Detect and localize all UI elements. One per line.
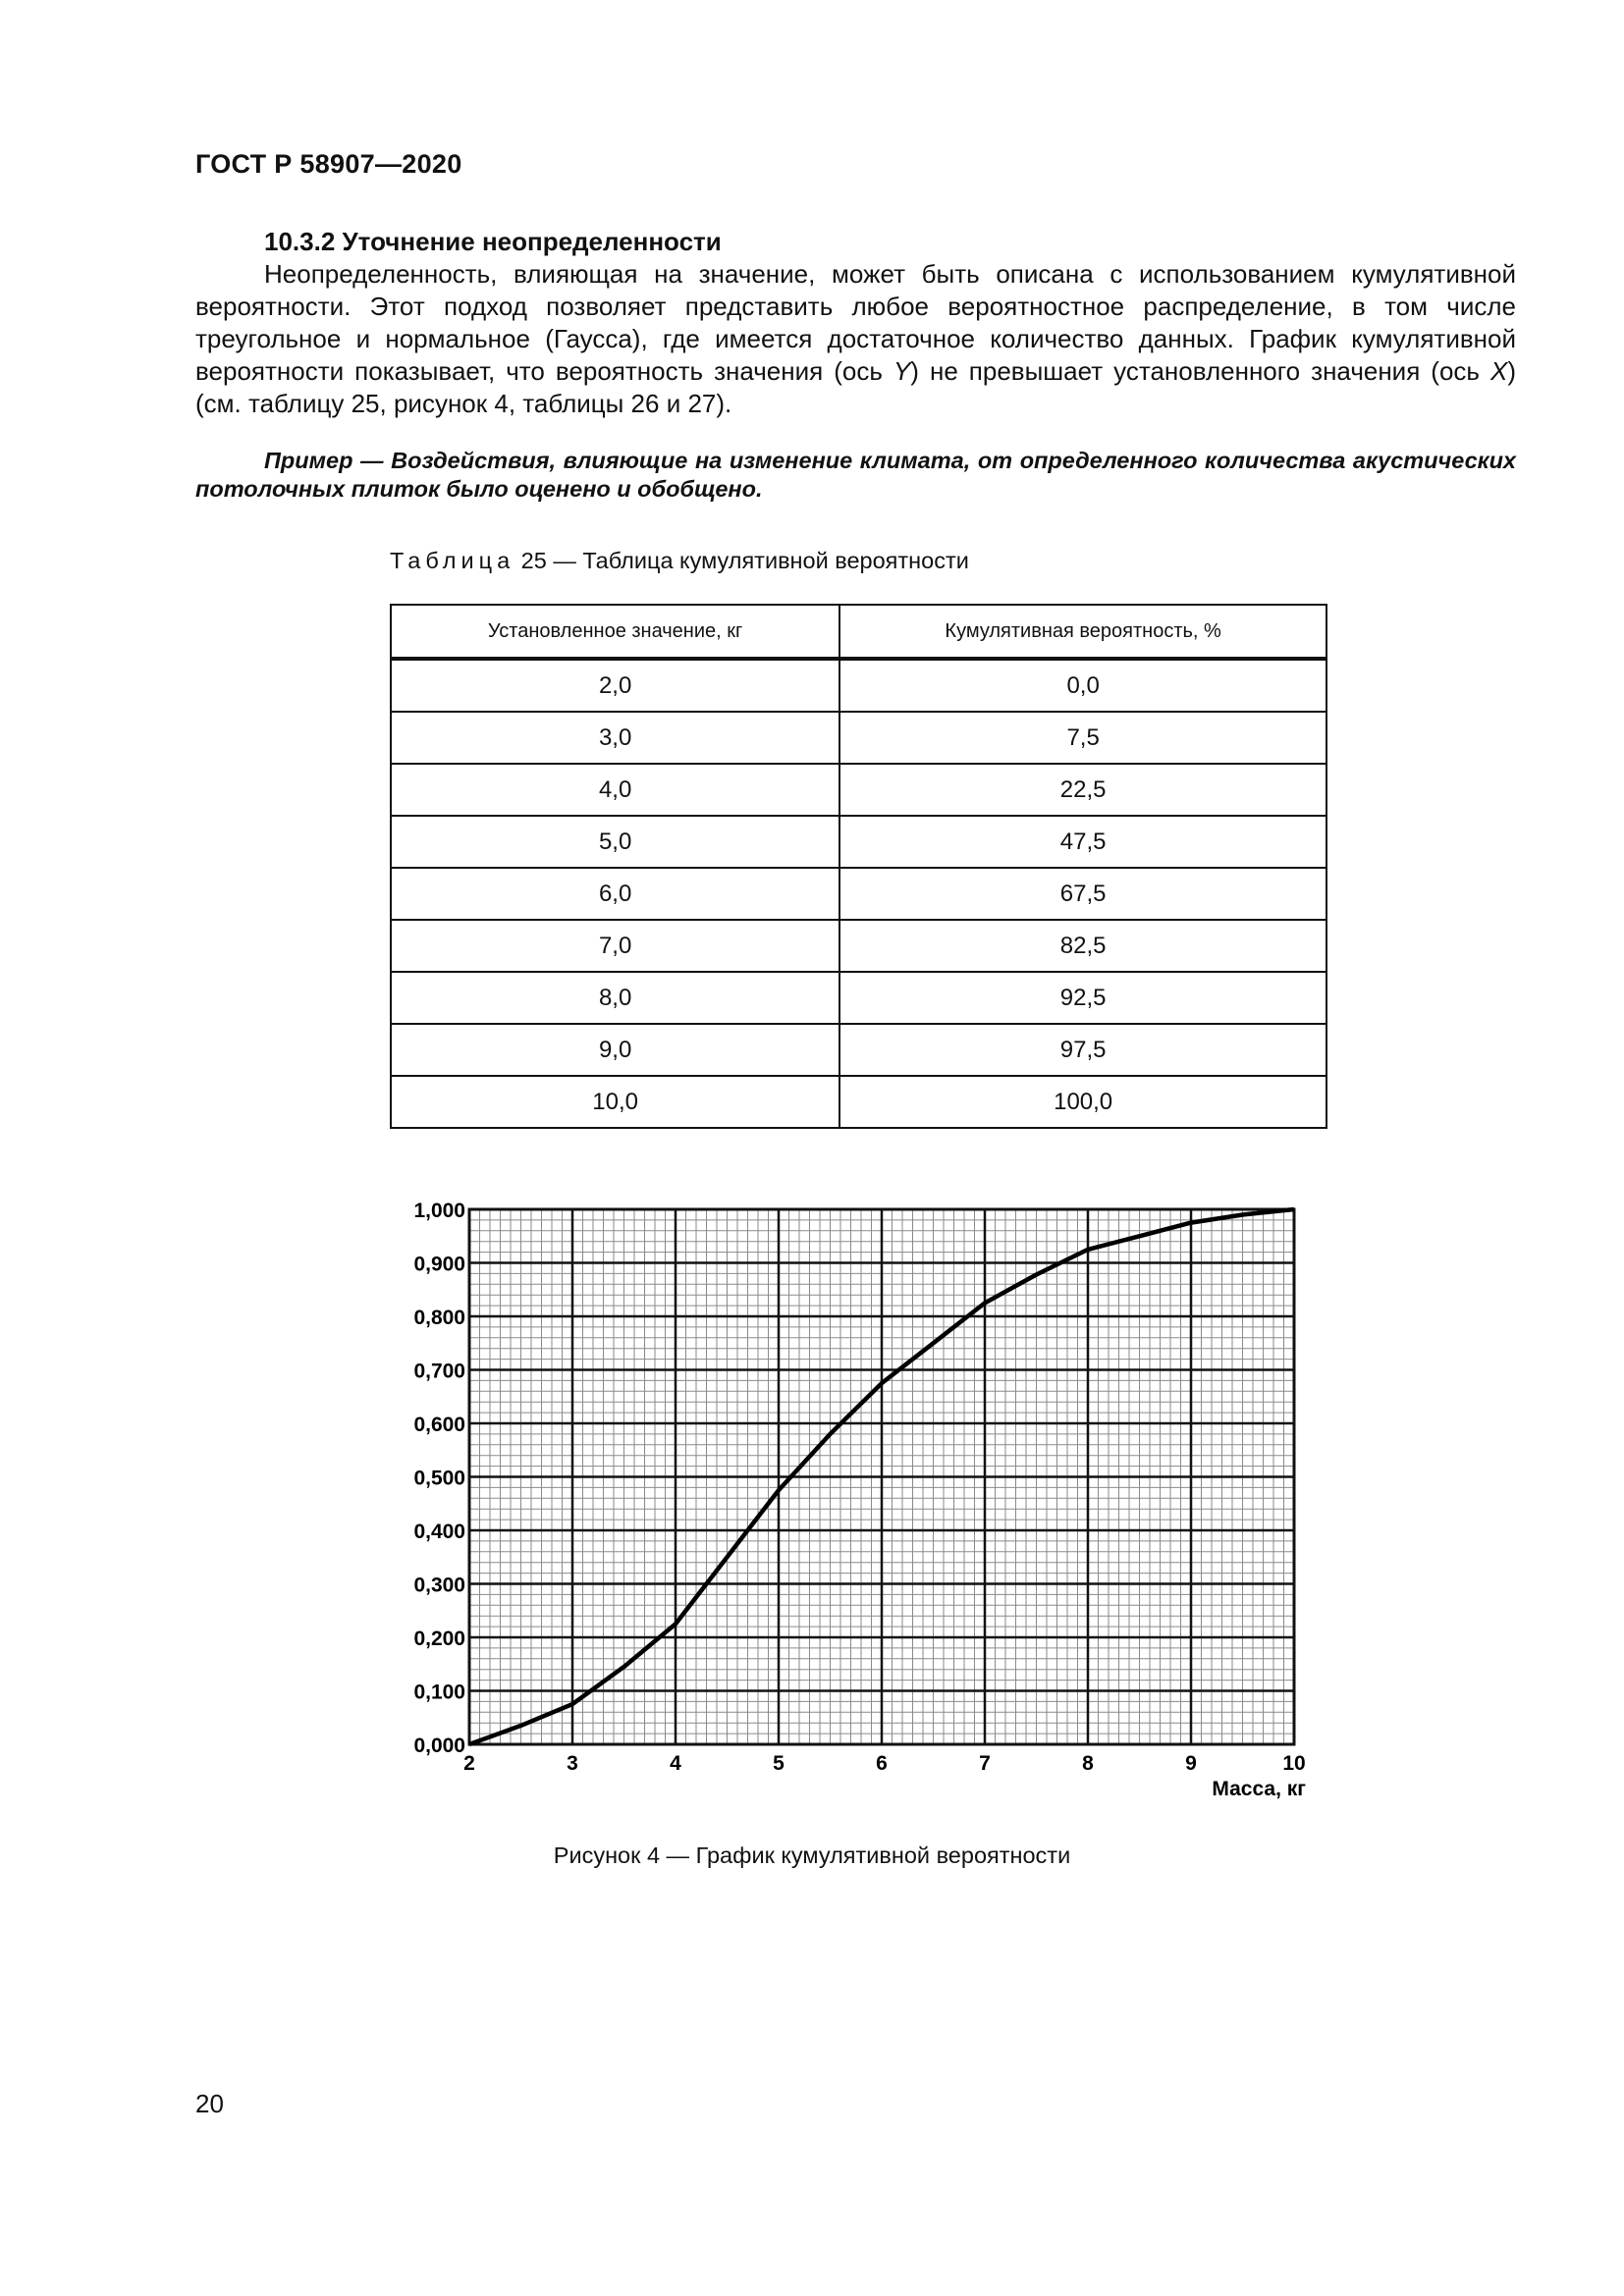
table-caption [390, 548, 969, 574]
table-row [391, 764, 1326, 816]
cell-set-value: 7,0 [391, 920, 839, 972]
y-tick-label: 0,300 [413, 1574, 465, 1597]
x-tick-label: 7 [979, 1752, 991, 1775]
section-paragraph [195, 258, 1516, 420]
cell-probability: 67,5 [839, 868, 1326, 920]
table-row [391, 972, 1326, 1024]
section-heading: 10.3.2 Уточнение неопределенности [264, 227, 722, 256]
axis-y-letter: Y [893, 356, 911, 386]
y-tick-label: 0,700 [413, 1360, 465, 1383]
cell-probability: 97,5 [839, 1024, 1326, 1076]
cell-set-value: 4,0 [391, 764, 839, 816]
document-id: ГОСТ Р 58907—2020 [195, 149, 462, 179]
table-row [391, 816, 1326, 868]
example-text: Пример — Воздействия, влияющие на изменение климата, от определенного количества акустических потолочных плиток было оценено и обобщено. [195, 448, 1516, 502]
y-tick-label: 0,400 [413, 1521, 465, 1543]
y-tick-label: 0,200 [413, 1628, 465, 1650]
paragraph-text-1: Неопределенность, влияющая на значение, может быть описана с использованием кумулятивной вероятности. Этот подход позволяет представить любое вероятностное распределение, в том числе треугольное и нормальное (Гаусса), где имеется достаточное количество данных. График кумулятивной вероятности показывает, что вероятность значения (ось [195, 259, 1516, 386]
cell-set-value: 5,0 [391, 816, 839, 868]
table-caption-word: Таблица [390, 548, 515, 573]
cell-set-value: 6,0 [391, 868, 839, 920]
table-caption-title: 25 — Таблица кумулятивной вероятности [514, 548, 969, 573]
x-tick-label: 5 [773, 1752, 785, 1775]
axis-x-letter: X [1490, 356, 1508, 386]
table-row [391, 712, 1326, 764]
y-tick-label: 0,800 [413, 1307, 465, 1329]
y-tick-label: 0,500 [413, 1467, 465, 1490]
y-tick-label: 0,600 [413, 1414, 465, 1436]
x-tick-label: 8 [1082, 1752, 1094, 1775]
cell-set-value: 2,0 [391, 659, 839, 712]
cell-probability: 7,5 [839, 712, 1326, 764]
header-set-value: Установленное значение, кг [391, 605, 839, 659]
y-tick-label: 0,000 [413, 1735, 465, 1757]
table-row [391, 659, 1326, 712]
x-axis-label: Масса, кг [1212, 1778, 1306, 1800]
cell-probability: 47,5 [839, 816, 1326, 868]
x-tick-label: 6 [876, 1752, 888, 1775]
cell-probability: 92,5 [839, 972, 1326, 1024]
table-header-row [391, 605, 1326, 659]
section-10-3-2 [195, 226, 1516, 420]
cell-probability: 0,0 [839, 659, 1326, 712]
y-tick-labels [413, 1200, 465, 1757]
x-tick-label: 4 [670, 1752, 681, 1775]
x-tick-label: 9 [1185, 1752, 1197, 1775]
cell-probability: 100,0 [839, 1076, 1326, 1128]
paragraph-text-3: ) (см. таблицу 25, рисунок 4, таблицы 26 и 27). [195, 356, 1517, 418]
x-tick-labels [463, 1752, 1306, 1775]
cumulative-probability-chart [388, 1193, 1330, 1821]
paragraph-text-2: ) не превышает установленного значения (ось [910, 356, 1490, 386]
cell-set-value: 9,0 [391, 1024, 839, 1076]
cell-set-value: 10,0 [391, 1076, 839, 1128]
cell-set-value: 8,0 [391, 972, 839, 1024]
y-tick-label: 1,000 [413, 1200, 465, 1222]
y-tick-label: 0,100 [413, 1681, 465, 1704]
x-tick-label: 2 [463, 1752, 475, 1775]
table-row [391, 920, 1326, 972]
cell-probability: 22,5 [839, 764, 1326, 816]
page-number: 20 [195, 2089, 224, 2118]
x-tick-label: 10 [1282, 1752, 1306, 1775]
probability-table [390, 604, 1327, 1129]
cell-probability: 82,5 [839, 920, 1326, 972]
figure-caption: Рисунок 4 — График кумулятивной вероятности [553, 1842, 1071, 1868]
table-row [391, 1076, 1326, 1128]
table-row [391, 1024, 1326, 1076]
y-tick-label: 0,900 [413, 1253, 465, 1276]
x-tick-label: 3 [567, 1752, 578, 1775]
cell-set-value: 3,0 [391, 712, 839, 764]
header-cumulative-probability: Кумулятивная вероятность, % [839, 605, 1326, 659]
table-row [391, 868, 1326, 920]
